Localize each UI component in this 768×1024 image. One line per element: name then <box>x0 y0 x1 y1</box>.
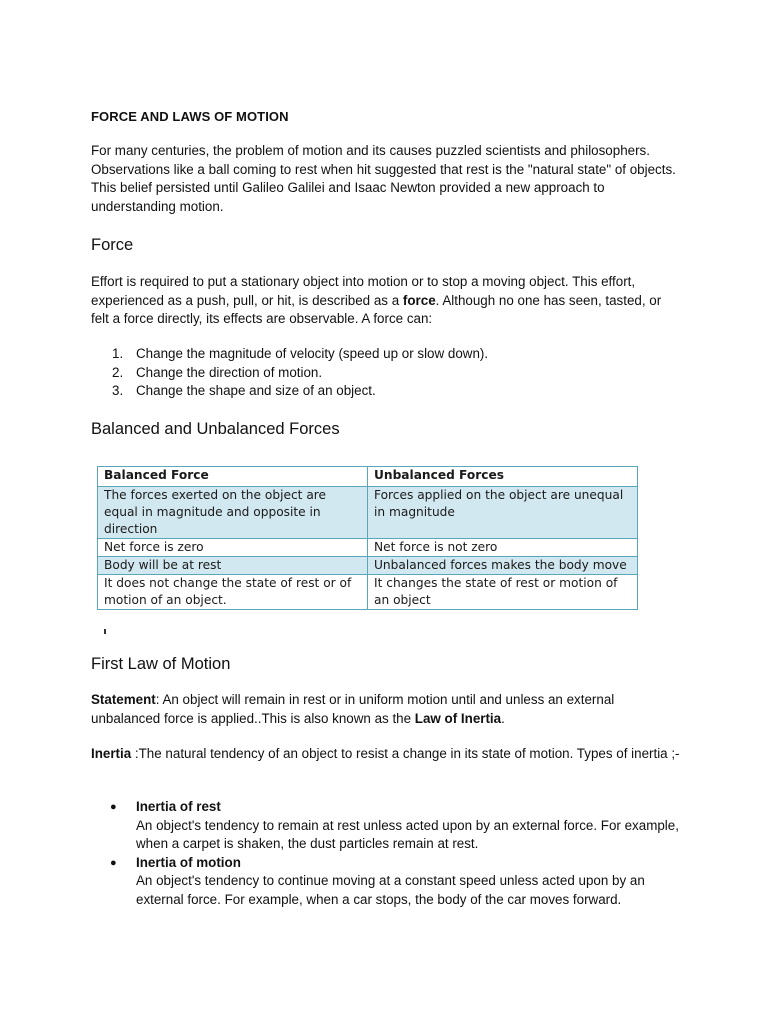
stray-mark <box>104 629 106 634</box>
table-cell: The forces exerted on the object are equal in magnitude and opposite in direction <box>98 487 368 539</box>
heading-force: Force <box>91 236 134 254</box>
statement-text: : An object will remain in rest or in uniform motion until and unless an external unbalanced force is applied..This is also known as the <box>91 692 615 726</box>
table-cell: Net force is zero <box>98 539 368 557</box>
table-row <box>98 487 638 539</box>
inertia-type-name: Inertia of motion <box>136 854 241 870</box>
table-row <box>98 539 638 557</box>
list-number: 2. <box>112 364 124 380</box>
inertia-paragraph <box>91 745 681 764</box>
force-effects-list <box>91 345 651 401</box>
table-header-balanced: Balanced Force <box>98 467 368 487</box>
table-cell: Forces applied on the object are unequal in magnitude <box>368 487 638 539</box>
force-paragraph-start: Effort is required to put a stationary object into motion or to stop a moving object. This effort, experienced as a push, pull, or hit, is described as a <box>91 274 636 308</box>
table-row <box>98 557 638 575</box>
list-number: 1. <box>112 346 124 361</box>
statement-end: . <box>501 710 505 726</box>
list-item <box>91 382 651 401</box>
bullet-icon: ● <box>110 856 117 869</box>
statement-paragraph <box>91 691 681 728</box>
list-item <box>91 798 681 854</box>
inertia-type-text: An object's tendency to remain at rest unless acted upon by an external force. For example, when a carpet is shaken, the dust particles remain at rest. <box>136 817 679 852</box>
list-text: Change the magnitude of velocity (speed up or slow down). <box>136 346 489 361</box>
list-item <box>91 345 651 364</box>
table-cell: It changes the state of rest or motion of an object <box>368 575 638 610</box>
document-title: FORCE AND LAWS OF MOTION <box>91 109 289 124</box>
forces-table <box>97 466 638 610</box>
list-text: Change the direction of motion. <box>136 364 323 380</box>
table-cell: Unbalanced forces makes the body move <box>368 557 638 575</box>
list-text: Change the shape and size of an object. <box>136 383 376 399</box>
law-of-inertia-term: Law of Inertia <box>414 710 502 726</box>
list-item <box>91 854 681 910</box>
inertia-type-text: An object's tendency to continue moving at a constant speed unless acted upon by an external force. For example, when a car stops, the body of the car moves forward. <box>136 873 645 907</box>
heading-balanced-forces: Balanced and Unbalanced Forces <box>91 420 340 438</box>
inertia-type-name: Inertia of rest <box>136 799 221 814</box>
table-cell: Net force is not zero <box>368 539 638 557</box>
statement-label: Statement <box>91 692 156 707</box>
intro-paragraph: For many centuries, the problem of motion and its causes puzzled scientists and philosophers. Observations like a ball coming to rest when hit suggested that rest is the "natural state" of objects. This belief persisted until Galileo Galilei and Isaac Newton provided a new approach to understanding motion. <box>91 143 676 214</box>
table-cell: It does not change the state of rest or of motion of an object. <box>98 575 368 610</box>
table-header-row <box>98 467 638 487</box>
inertia-text: :The natural tendency of an object to resist a change in its state of motion. Types of inertia ;- <box>131 746 680 761</box>
force-paragraph <box>91 273 681 329</box>
bullet-icon: ● <box>110 801 117 813</box>
inertia-types-list <box>91 798 681 910</box>
force-paragraph-end: . Although no one has seen, tasted, or felt a force directly, its effects are observable. A force can: <box>91 292 662 327</box>
force-term: force <box>402 292 436 308</box>
inertia-label: Inertia <box>91 746 132 761</box>
list-number: 3. <box>112 383 124 399</box>
table-header-unbalanced: Unbalanced Forces <box>368 467 638 487</box>
table-row <box>98 575 638 610</box>
heading-first-law: First Law of Motion <box>91 655 231 673</box>
table-cell: Body will be at rest <box>98 557 368 575</box>
list-item <box>91 364 651 383</box>
